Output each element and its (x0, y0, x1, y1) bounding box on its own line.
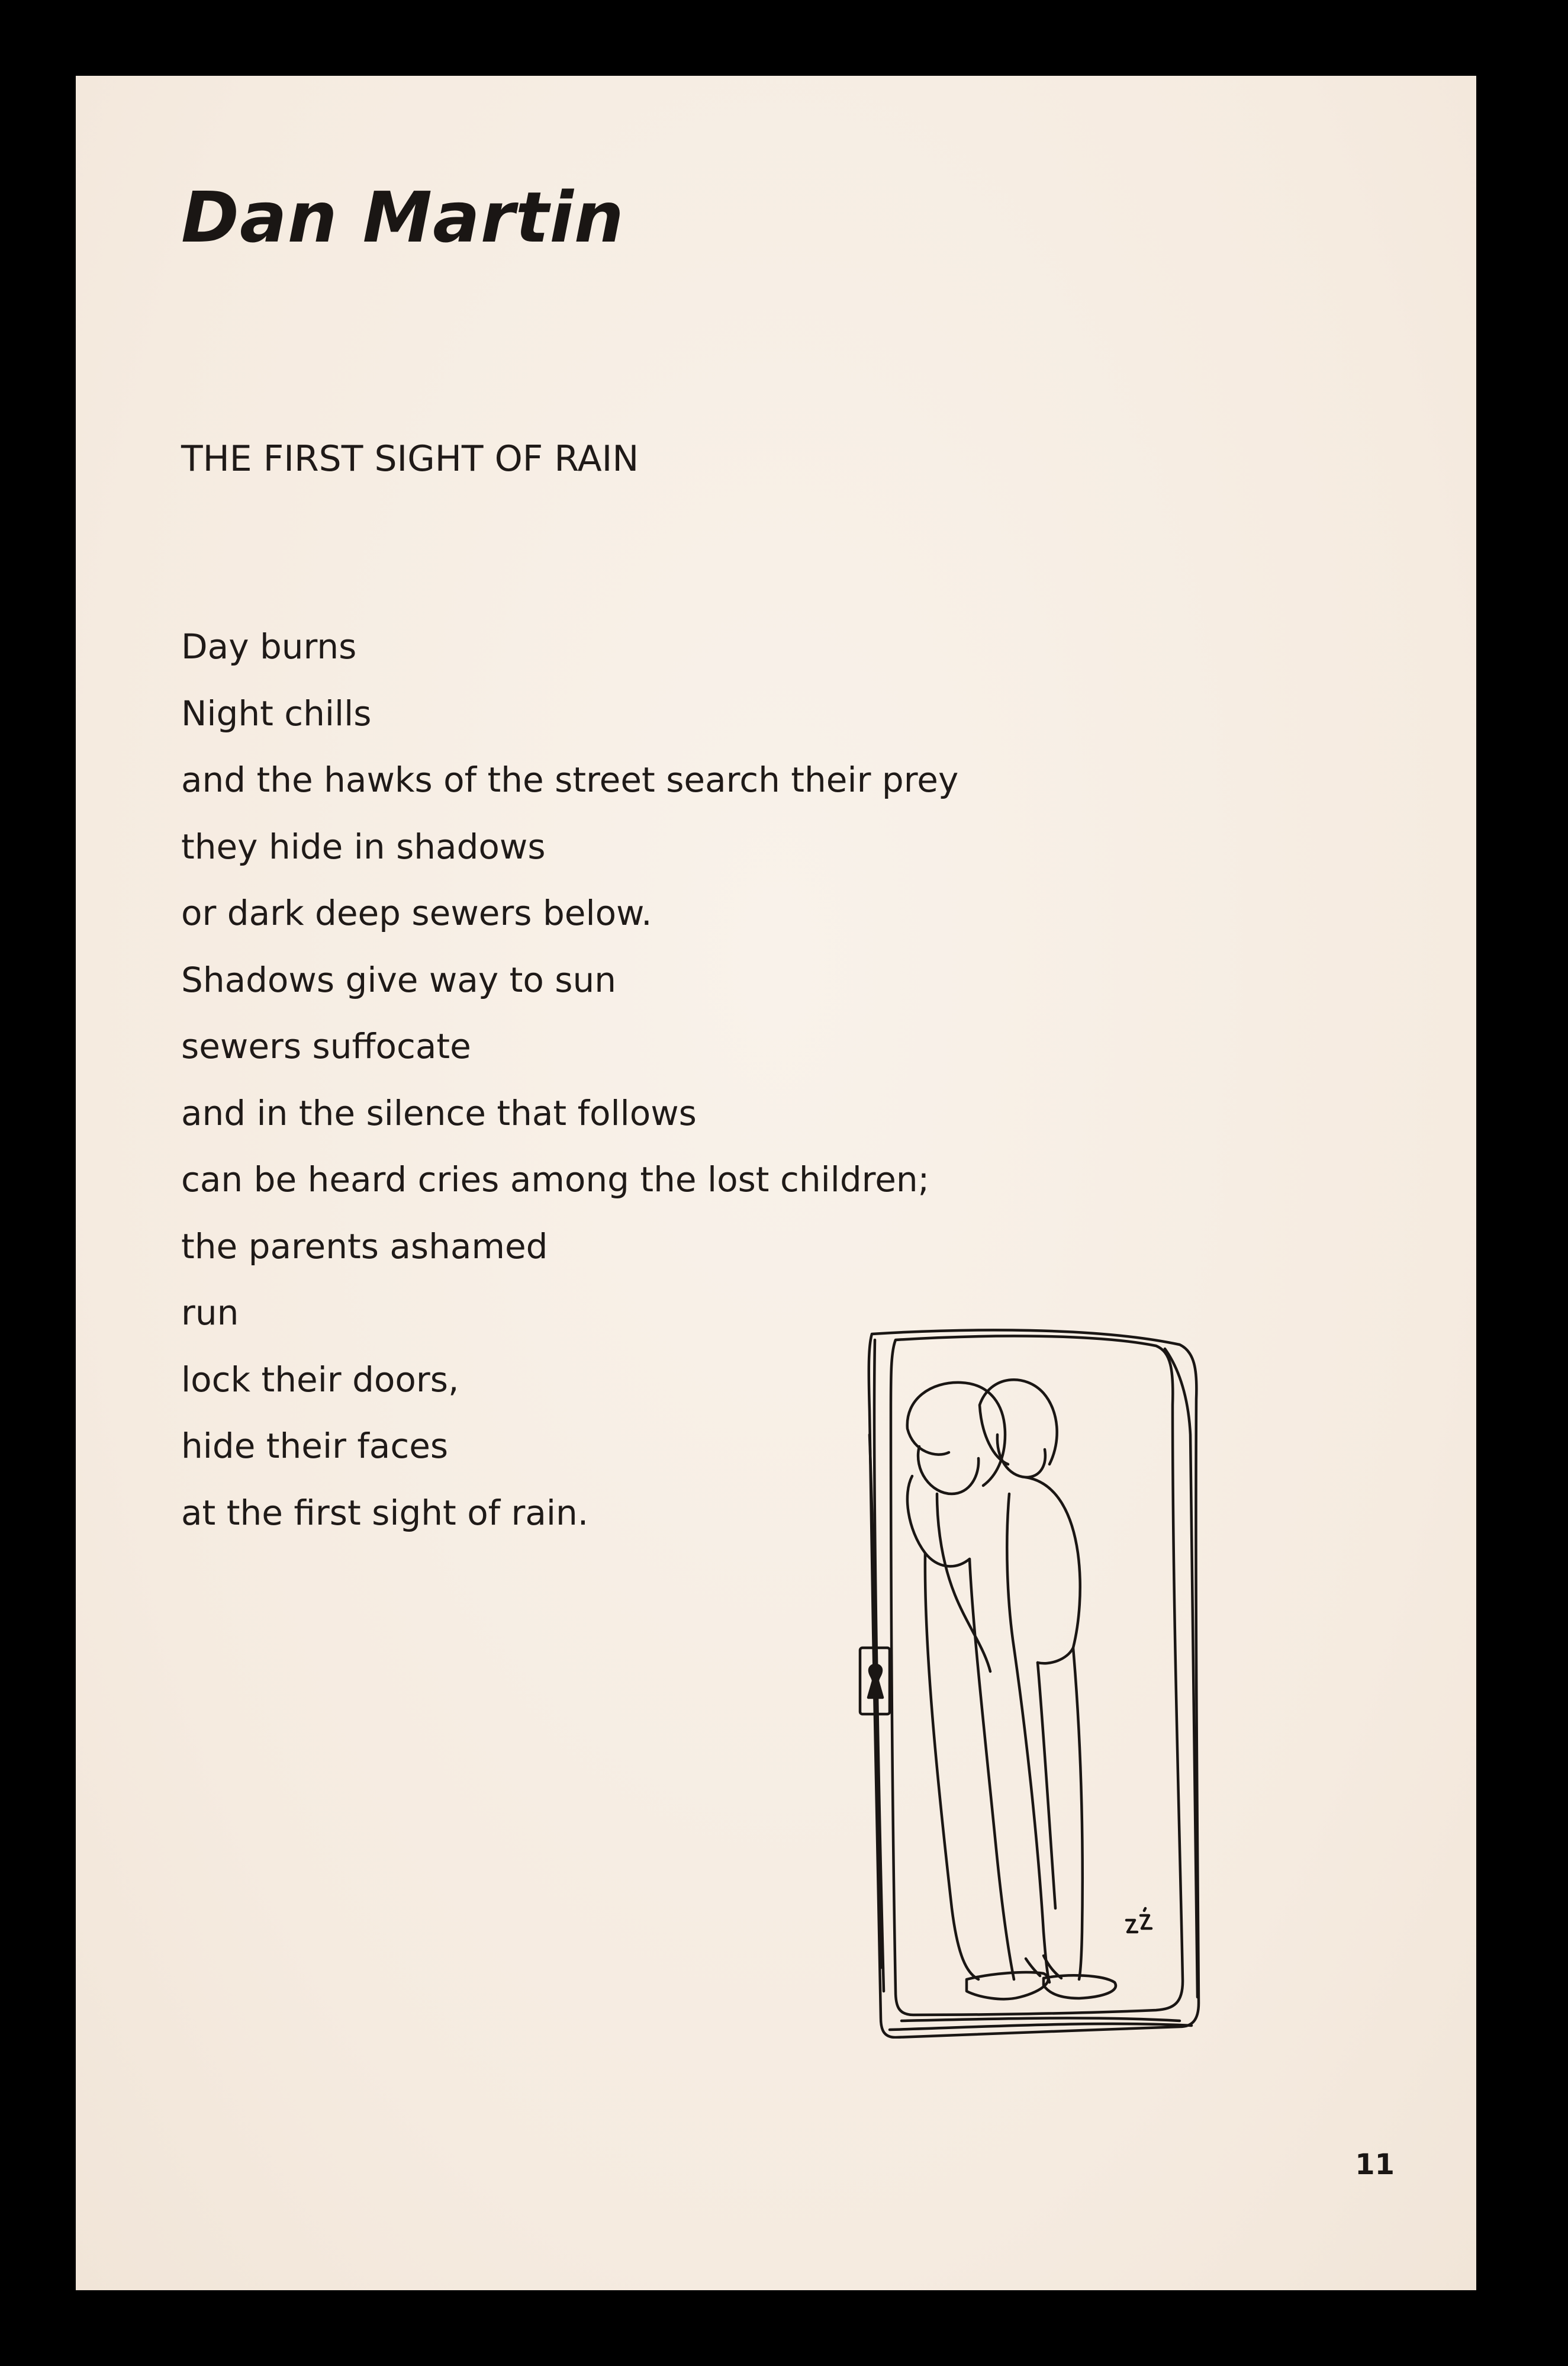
door-frame-outer (869, 1330, 1199, 2037)
poem-line: hide their faces (181, 1426, 449, 1466)
poem-line: Day burns (181, 626, 357, 667)
poem-line: and in the silence that follows (181, 1092, 697, 1133)
poem-line: and the hawks of the street search their prey (181, 760, 959, 800)
left-figure-body (925, 1553, 978, 1979)
artist-initials-mark (1126, 1908, 1151, 1932)
poem-line: the parents ashamed (181, 1226, 548, 1266)
poem-line: at the first sight of rain. (181, 1492, 589, 1533)
door-frame-sketch (874, 1340, 1197, 2021)
page-number: 11 (1355, 2148, 1395, 2181)
poem-line: can be heard cries among the lost children; (181, 1159, 930, 1200)
poem-line: lock their doors, (181, 1359, 459, 1400)
figures-feet (967, 1972, 1048, 1999)
poem-line: or dark deep sewers below. (181, 893, 652, 933)
doorway-figures-illustration (848, 1316, 1251, 2039)
keyhole-icon (868, 1665, 883, 1698)
poem-line: Shadows give way to sun (181, 959, 617, 1000)
door-frame-sketch (870, 1435, 1192, 2030)
poem-line: they hide in shadows (181, 826, 546, 867)
poem-line: run (181, 1293, 239, 1333)
book-page (76, 76, 1476, 2290)
author-name: Dan Martin (181, 176, 624, 258)
right-figure-shoulder (1026, 1477, 1080, 1663)
poem-line: Night chills (181, 693, 372, 734)
poem-stanza (181, 613, 958, 1546)
door-frame-inner (891, 1336, 1183, 2015)
poem-line: sewers suffocate (181, 1026, 471, 1066)
poem-title: THE FIRST SIGHT OF RAIN (181, 438, 639, 480)
